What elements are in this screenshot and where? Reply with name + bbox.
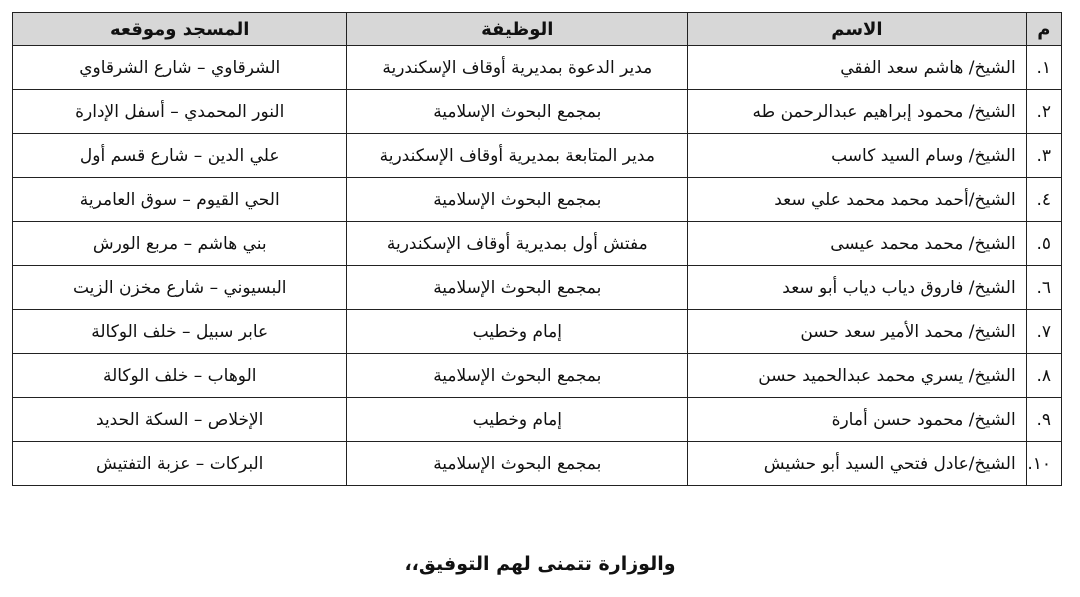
row-name: الشيخ/ وسام السيد كاسب (688, 134, 1027, 178)
row-job: إمام وخطيب (347, 398, 688, 442)
row-mosque: النور المحمدي – أسفل الإدارة (13, 90, 347, 134)
row-mosque: الوهاب – خلف الوكالة (13, 354, 347, 398)
row-mosque: علي الدين – شارع قسم أول (13, 134, 347, 178)
header-job: الوظيفة (347, 13, 688, 46)
table-row (13, 266, 1062, 310)
table-row (13, 222, 1062, 266)
row-mosque: الحي القيوم – سوق العامرية (13, 178, 347, 222)
row-name: الشيخ/ محمد الأمير سعد حسن (688, 310, 1027, 354)
table-header-row (13, 13, 1062, 46)
table-row (13, 46, 1062, 90)
row-job: مدير الدعوة بمديرية أوقاف الإسكندرية (347, 46, 688, 90)
row-number: ٥. (1026, 222, 1061, 266)
row-number: ٦. (1026, 266, 1061, 310)
row-name: الشيخ/ محمود حسن أمارة (688, 398, 1027, 442)
row-mosque: البسيوني – شارع مخزن الزيت (13, 266, 347, 310)
row-name: الشيخ/ محمود إبراهيم عبدالرحمن طه (688, 90, 1027, 134)
table-row (13, 354, 1062, 398)
header-mosque: المسجد وموقعه (13, 13, 347, 46)
table-row (13, 178, 1062, 222)
row-name: الشيخ/ محمد محمد عيسى (688, 222, 1027, 266)
table-row (13, 134, 1062, 178)
row-name: الشيخ/ فاروق دياب دياب أبو سعد (688, 266, 1027, 310)
row-job: مفتش أول بمديرية أوقاف الإسكندرية (347, 222, 688, 266)
row-job: مدير المتابعة بمديرية أوقاف الإسكندرية (347, 134, 688, 178)
row-name: الشيخ/ يسري محمد عبدالحميد حسن (688, 354, 1027, 398)
table-row (13, 310, 1062, 354)
row-number: ١٠. (1026, 442, 1061, 486)
row-name: الشيخ/أحمد محمد محمد علي سعد (688, 178, 1027, 222)
closing-note: والوزارة تتمنى لهم التوفيق،، (404, 553, 676, 575)
table-row (13, 442, 1062, 486)
row-job: إمام وخطيب (347, 310, 688, 354)
row-job: بمجمع البحوث الإسلامية (347, 90, 688, 134)
table-row (13, 398, 1062, 442)
table-row (13, 90, 1062, 134)
row-job: بمجمع البحوث الإسلامية (347, 266, 688, 310)
row-mosque: الإخلاص – السكة الحديد (13, 398, 347, 442)
row-number: ١. (1026, 46, 1061, 90)
row-name: الشيخ/ هاشم سعد الفقي (688, 46, 1027, 90)
row-number: ٨. (1026, 354, 1061, 398)
row-number: ٣. (1026, 134, 1061, 178)
row-name: الشيخ/عادل فتحي السيد أبو حشيش (688, 442, 1027, 486)
header-name: الاسم (688, 13, 1027, 46)
row-job: بمجمع البحوث الإسلامية (347, 442, 688, 486)
row-job: بمجمع البحوث الإسلامية (347, 178, 688, 222)
row-mosque: البركات – عزبة التفتيش (13, 442, 347, 486)
row-number: ٧. (1026, 310, 1061, 354)
row-mosque: بني هاشم – مربع الورش (13, 222, 347, 266)
imams-table (12, 12, 1062, 486)
row-job: بمجمع البحوث الإسلامية (347, 354, 688, 398)
row-number: ٩. (1026, 398, 1061, 442)
row-number: ٢. (1026, 90, 1061, 134)
row-mosque: عابر سبيل – خلف الوكالة (13, 310, 347, 354)
row-number: ٤. (1026, 178, 1061, 222)
header-number: م (1026, 13, 1061, 46)
row-mosque: الشرقاوي – شارع الشرقاوي (13, 46, 347, 90)
